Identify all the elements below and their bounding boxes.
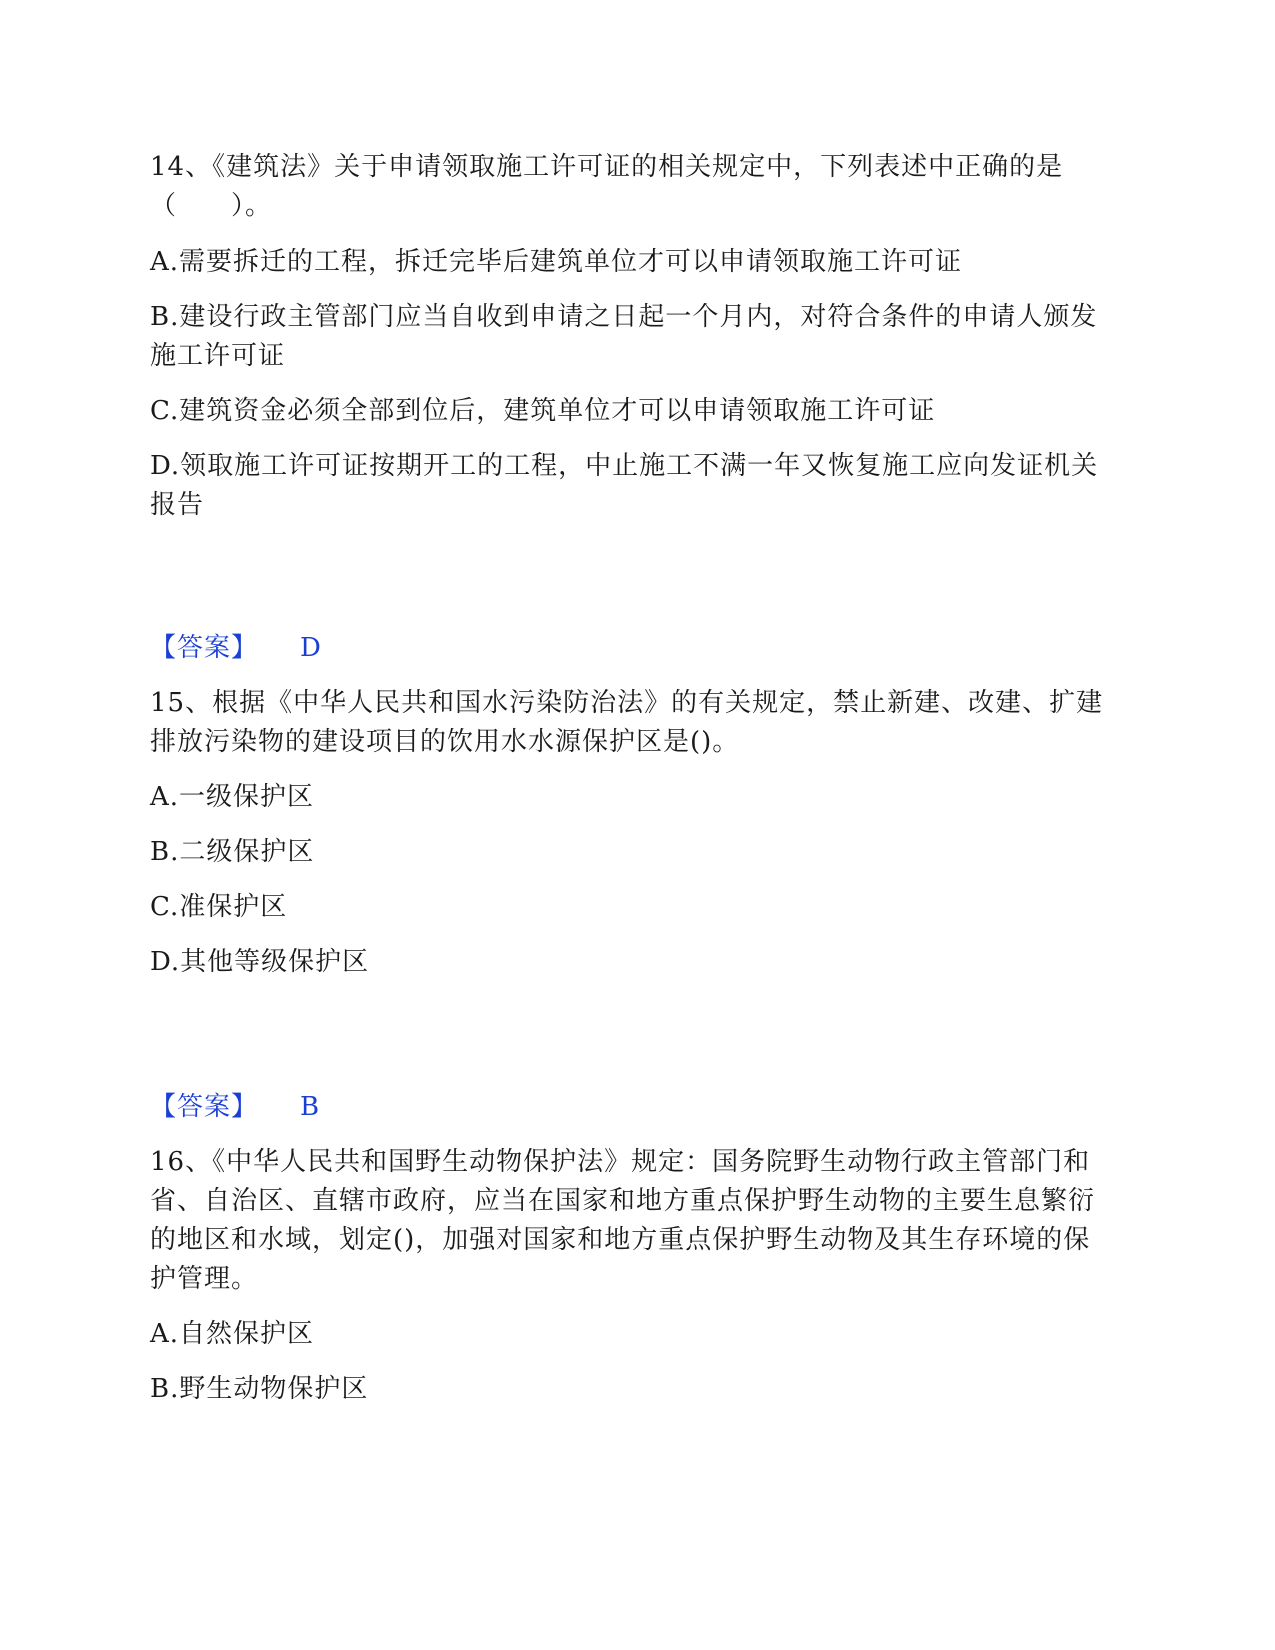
question-15 — [150, 684, 1110, 982]
answer-label: 【答案】 — [150, 1092, 259, 1122]
answer-value: B — [300, 1092, 320, 1122]
question-14-text: 14、《建筑法》关于申请领取施工许可证的相关规定中，下列表述中正确的是（ ）。 — [150, 152, 1064, 221]
answer-value: D — [300, 633, 321, 663]
question-15-option-d: D.其他等级保护区 — [150, 947, 370, 977]
question-15-answer — [150, 1088, 1110, 1127]
question-16 — [150, 1143, 1110, 1409]
question-15-text: 15、根据《中华人民共和国水污染防治法》的有关规定，禁止新建、改建、扩建排放污染物的建设项目的饮用水水源保护区是()。 — [150, 688, 1104, 757]
question-15-option-c: C.准保护区 — [150, 892, 288, 922]
document-page — [150, 148, 1110, 1409]
answer-label: 【答案】 — [150, 633, 259, 663]
question-14-option-d: D.领取施工许可证按期开工的工程，中止施工不满一年又恢复施工应向发证机关报告 — [150, 451, 1099, 520]
question-15-option-b: B.二级保护区 — [150, 837, 315, 867]
question-16-option-a: A.自然保护区 — [150, 1319, 315, 1349]
question-14-answer — [150, 629, 1110, 668]
question-14 — [150, 148, 1110, 525]
question-16-option-b: B.野生动物保护区 — [150, 1374, 369, 1404]
question-15-option-a: A.一级保护区 — [150, 782, 315, 812]
question-16-text: 16、《中华人民共和国野生动物保护法》规定：国务院野生动物行政主管部门和省、自治区、直辖市政府，应当在国家和地方重点保护野生动物的主要生息繁衍的地区和水域，划定()，加强对国家和地方重点保护野生动物及其生存环境的保护管理。 — [150, 1147, 1096, 1294]
question-14-option-b: B.建设行政主管部门应当自收到申请之日起一个月内，对符合条件的申请人颁发施工许可证 — [150, 302, 1098, 371]
question-14-option-c: C.建筑资金必须全部到位后，建筑单位才可以申请领取施工许可证 — [150, 396, 936, 426]
question-14-option-a: A.需要拆迁的工程，拆迁完毕后建筑单位才可以申请领取施工许可证 — [150, 247, 963, 277]
